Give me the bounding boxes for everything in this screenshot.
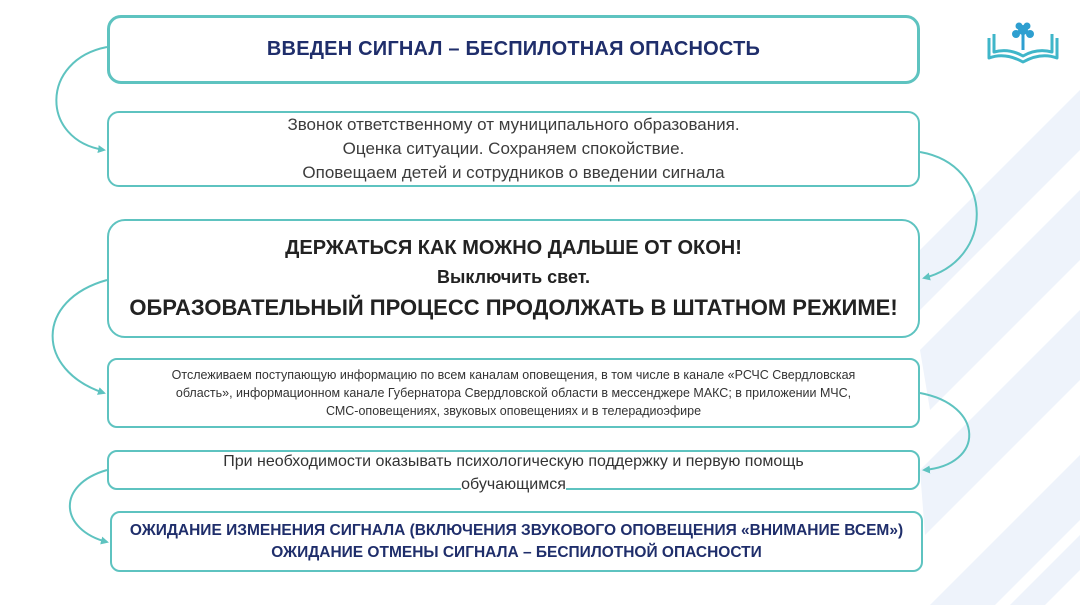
step-safety-instructions (107, 219, 920, 338)
step-5-line-2: обучающимся (461, 473, 566, 496)
step-3-line-3: ОБРАЗОВАТЕЛЬНЫЙ ПРОЦЕСС ПРОДОЛЖАТЬ В ШТАТНОМ РЕЖИМЕ! (129, 294, 898, 320)
arrow-4-to-5 (920, 393, 969, 470)
step-monitor-channels (107, 358, 920, 428)
step-2-line-1: Звонок ответственному от муниципального образования. (287, 115, 740, 134)
step-await-signal-change (110, 511, 923, 572)
arrow-2-to-3 (920, 152, 977, 278)
arrow-3-to-4 (53, 280, 107, 393)
step-6-line-1: ОЖИДАНИЕ ИЗМЕНЕНИЯ СИГНАЛА (ВКЛЮЧЕНИЯ ЗВУКОВОГО ОПОВЕЩЕНИЯ «ВНИМАНИЕ ВСЕМ») (129, 521, 904, 539)
step-1-line-1: ВВЕДЕН СИГНАЛ – БЕСПИЛОТНАЯ ОПАСНОСТЬ (266, 38, 761, 60)
step-call-and-notify (107, 111, 920, 187)
step-4-line-2: область», информационном канале Губернатора Свердловской области в мессенджере МАКС; в приложении МЧС, (175, 386, 852, 400)
step-2-line-3: Оповещаем детей и сотрудников о введении сигнала (302, 163, 725, 182)
step-2-line-2: Оценка ситуации. Сохраняем спокойствие. (342, 139, 685, 158)
step-4-line-3: СМС-оповещениях, звуковых оповещениях и в телерадиоэфире (325, 404, 702, 418)
step-5-line-1: При необходимости оказывать психологическую поддержку и первую помощь (223, 453, 804, 470)
book-tree-logo-icon (985, 18, 1061, 66)
step-4-line-1: Отслеживаем поступающую информацию по всем каналам оповещения, в том числе в канале «РСЧС Свердловская (171, 368, 856, 382)
step-3-line-1: ДЕРЖАТЬСЯ КАК МОЖНО ДАЛЬШЕ ОТ ОКОН! (285, 236, 742, 259)
step-3-line-2: Выключить свет. (437, 266, 590, 287)
arrow-5-to-6 (70, 470, 107, 542)
step-signal-introduced (107, 15, 920, 84)
step-psychological-support (107, 450, 920, 493)
step-6-line-2: ОЖИДАНИЕ ОТМЕНЫ СИГНАЛА – БЕСПИЛОТНОЙ ОПАСНОСТИ (271, 543, 762, 561)
arrow-1-to-2 (56, 47, 107, 150)
